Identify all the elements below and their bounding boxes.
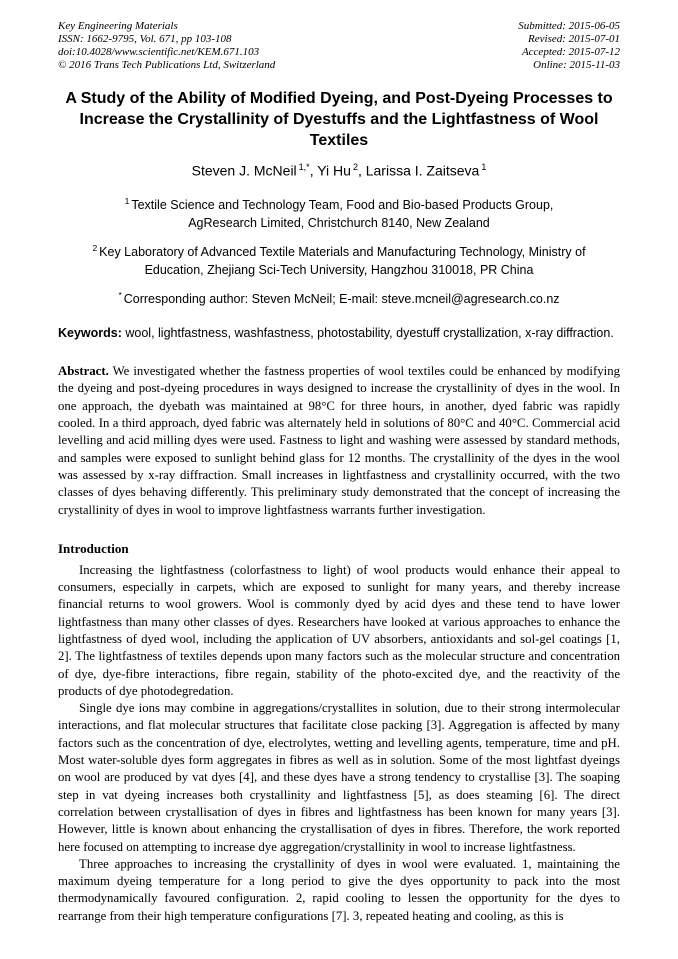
doi-line: doi:10.4028/www.scientific.net/KEM.671.103 [58, 46, 260, 58]
affiliation-2 [84, 239, 594, 279]
revised-date: Revised: 2015-07-01 [528, 33, 620, 45]
author-sup-1: 1,* [298, 162, 310, 172]
corresponding-author-marker: * [118, 289, 122, 300]
dates-info [518, 20, 620, 72]
affiliation-2-marker: 2 [92, 242, 98, 253]
author-separator-1: , [309, 162, 318, 179]
affiliation-1 [99, 192, 579, 232]
journal-name: Key Engineering Materials [58, 20, 178, 32]
corresponding-author-line [59, 286, 619, 308]
keywords-row [58, 324, 620, 343]
abstract-text: We investigated whether the fastness properties of wool textiles could be enhanced by modifying the dyeing and post-dyeing procedures in ways designed to increase the crystallinity of dyes in the wool. In one approach, the dyebath was maintained at 98°C for three hours, in another, dyed fabric was rapidly cooled. In a third approach, dyed fabric was alternately held in solutions of 80°C and 40°C. Commercial acid levelling and acid milling dyes were used. Fastness to light and washing were assessed by standard methods, and samples were exposed to sunlight behind glass for 12 months. The crystallinity of the dyes in the wool was assessed by x-ray diffraction. Small increases in lightfastness and crystallinity occurred, with the two classes of dyes behaving differently. This preliminary study demonstrated that the concept of increasing the crystallinity of dyes in wool to improve lightfastness warrants further investigation. [58, 364, 620, 517]
abstract-label: Abstract. [58, 364, 109, 379]
issn-line: ISSN: 1662-9795, Vol. 671, pp 103-108 [58, 33, 232, 45]
author-sup-2: 2 [352, 162, 358, 172]
submitted-date: Submitted: 2015-06-05 [518, 20, 620, 32]
affiliation-2-text: Key Laboratory of Advanced Textile Materials and Manufacturing Technology, Ministry of Education, Zhejiang Sci-Tech University, Hangzhou 310018, PR China [99, 244, 586, 277]
corresponding-author-text: Corresponding author: Steven McNeil; E-mail: steve.mcneil@agresearch.co.nz [123, 292, 560, 307]
paper-title: A Study of the Ability of Modified Dyeing, and Post-Dyeing Processes to Increase the Crystallinity of Dyestuffs and the Lightfastness of Wool Textiles [65, 90, 613, 149]
author-sup-3: 1 [481, 162, 487, 172]
author-name-2: Yi Hu [317, 162, 351, 179]
author-name-3: Larissa I. Zaitseva [365, 162, 480, 179]
author-separator-2: , [357, 162, 366, 179]
accepted-date: Accepted: 2015-07-12 [521, 46, 620, 58]
affiliation-1-marker: 1 [124, 195, 130, 206]
copyright-line: © 2016 Trans Tech Publications Ltd, Switzerland [58, 59, 276, 71]
intro-paragraph-3: Three approaches to increasing the crystallinity of dyes in wool were evaluated. 1, maintaining the maximum dyeing temperature for a long period to give the dyes opportunity to pack into the most thermodynamically favoured configuration. 2, rapid cooling to lessen the opportunity for the dyes to rearrange from their high temperature configurations [7]. 3, repeated heating and cooling, as this is [58, 856, 620, 923]
page-header [58, 20, 620, 72]
keywords-text: wool, lightfastness, washfastness, photostability, dyestuff crystallization, x-ray diffraction. [121, 326, 614, 341]
author-name-1: Steven J. McNeil [191, 162, 297, 179]
online-date: Online: 2015-11-03 [533, 59, 620, 71]
intro-paragraph-2: Single dye ions may combine in aggregations/crystallites in solution, due to their strong intermolecular interactions, and flat molecular structures that facilitate close packing [3]. Aggregation is affected by many factors such as the concentration of dye, electrolytes, wetting and levelling agents, temperature, time and pH. Most water-soluble dyes form aggregates in fibres as well as in solution. Some of the most lightfast dyeings on wool are produced by vat dyes [4], and these dyes have a strong tendency to crystallise [3]. The soaping step in vat dyeing increases both crystallinity and lightfastness [5], as does steaming [6]. The direct correlation between crystallisation of dyes in fibres and lightfastness has been known for many years [3]. However, little is known about enhancing the crystallisation of dyes in fibres. Therefore, the work reported here focused on attempting to increase dye aggregation/crystallinity in wool to increase lightfastness. [58, 701, 620, 854]
affiliation-1-text: Textile Science and Technology Team, Food and Bio-based Products Group, AgResearch Limited, Christchurch 8140, New Zealand [131, 197, 554, 230]
introduction-heading: Introduction [58, 540, 129, 556]
abstract-paragraph [58, 363, 620, 519]
keywords-label: Keywords: [58, 326, 122, 341]
intro-paragraph-1: Increasing the lightfastness (colorfastness to light) of wool products would enhance their appeal to consumers, especially in carpets, which are exposed to sunlight for many years, and thereby increase financial returns to wool growers. Wool is commonly dyed by acid dyes and these tend to have lower lightfastness than many other classes of dyes. Researchers have looked at various approaches to enhance the lightfastness of dyed wool, including the application of UV absorbers, antioxidants and sol-gel coatings [1, 2]. The lightfastness of textiles depends upon many factors such as the molecular structure and concentration of dye, dye-fibre interactions, fibre regain, stability of the photo-excited dye, and the reactivity of the products of dye photodegredation. [58, 562, 620, 698]
authors-line [58, 158, 620, 181]
journal-info [58, 20, 275, 72]
